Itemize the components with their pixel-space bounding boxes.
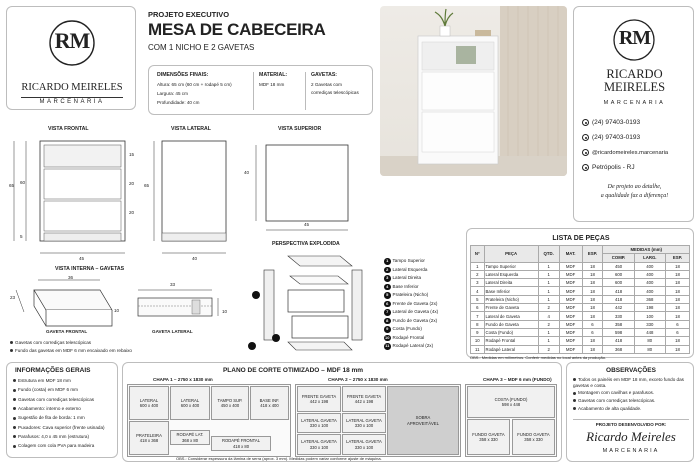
table-cell: 8 [471, 320, 485, 328]
vista-lateral-drawing [150, 135, 240, 265]
legend-item [384, 301, 437, 308]
view-frontal-title: VISTA FRONTAL [48, 126, 89, 132]
table-cell: 18 [582, 287, 603, 295]
legend-number: 10 [385, 334, 390, 340]
project-kicker: PROJETO EXECUTIVO [148, 10, 230, 19]
table-row [471, 312, 690, 320]
table-cell: 18 [665, 295, 689, 303]
dim-label: 10 [114, 308, 120, 313]
dim-label: 20 [129, 210, 135, 215]
observation-item [573, 406, 691, 412]
instagram-handle: @ricardomeireles.marcenaria [592, 150, 669, 157]
dim-label: 15 [129, 152, 135, 157]
table-cell: 1 [538, 262, 559, 270]
table-cell: 18 [582, 270, 603, 278]
info-item [13, 406, 117, 412]
contact-location [582, 164, 635, 172]
table-cell: 18 [665, 345, 689, 353]
table-cell: 1 [471, 262, 485, 270]
table-cell: 18 [582, 312, 603, 320]
table-cell: Base Inferior [484, 287, 538, 295]
info-item-text: Estrutura em MDF 18 mm [18, 378, 71, 383]
table-cell: 80 [634, 337, 665, 345]
dim-label: 65 [9, 183, 15, 188]
table-cell: MDF [559, 304, 582, 312]
legend-label: Lateral de Gaveta (4x) [392, 309, 439, 314]
cut-piece: RODAPÉ FRONTAL 418 x 80 [211, 436, 271, 451]
legend-number: 1 [384, 258, 391, 265]
table-cell: 18 [582, 295, 603, 303]
table-cell: 18 [665, 262, 689, 270]
legend-item [384, 343, 433, 350]
table-cell: 442 [603, 304, 634, 312]
table-cell: MDF [559, 287, 582, 295]
info-item [13, 397, 117, 403]
legend-item [384, 258, 425, 265]
table-cell: Lateral de Gaveta [484, 312, 538, 320]
dim-line: Largura: 45 cm [157, 91, 188, 96]
table-cell: 2 [538, 304, 559, 312]
chapa1-title: CHAPA 1 – 2750 x 1830 mm [153, 377, 213, 382]
cut-piece: LATERAL GAVETA 330 x 100 [297, 413, 341, 433]
whatsapp-icon [582, 119, 589, 126]
dim-label: 40 [244, 170, 250, 175]
info-item-text: Sugestão de fita de borda: 1 mm [18, 415, 85, 421]
info-title: INFORMAÇÕES GERAIS [15, 367, 91, 374]
info-item [13, 443, 117, 449]
legend-number: 7 [384, 309, 391, 316]
dev-label: PROJETO DESENVOLVIDO POR: [595, 422, 667, 427]
observations-card [566, 362, 694, 462]
legend-label: Lateral Direita [392, 275, 422, 280]
table-cell: MDF [559, 345, 582, 353]
explodida-title: PERSPECTIVA EXPLODIDA [272, 241, 340, 247]
cut-piece: TAMPO SUP. 450 x 400 [211, 386, 249, 420]
specs-box [148, 65, 373, 115]
view-superior-title: VISTA SUPERIOR [278, 126, 322, 132]
table-cell: 4 [538, 312, 559, 320]
dim-label: DIMENSÕES FINAIS: [157, 72, 209, 78]
info-item-text: Colagem com cola PVA para madeira [18, 443, 95, 449]
legend-item [384, 267, 428, 274]
col-peca: PEÇA [484, 246, 538, 263]
table-cell: 400 [634, 270, 665, 278]
table-cell: 1 [538, 287, 559, 295]
info-item-text: Acabamento: interno e externo [18, 405, 81, 411]
note-text: Fundo das gavetas em MDF 6 mm encaixado em rebaixo [15, 348, 132, 353]
dim-line: Altura: 65 cm (60 cm + rodapé 5 cm) [157, 82, 232, 87]
col-larg: LARG. [634, 254, 665, 262]
legend-item [384, 275, 421, 282]
table-cell: 418 [603, 337, 634, 345]
observation-text: Todos os painéis em MDF 18 mm, exceto fundo das gavetas e costa. [573, 377, 684, 388]
observation-item [573, 390, 691, 396]
city: Petrópolis - RJ [592, 164, 635, 172]
observ-title: OBSERVAÇÕES [606, 367, 656, 374]
col-mat: MAT. [559, 246, 582, 263]
legend-number: 3 [384, 275, 391, 282]
dim-label: 23 [10, 295, 16, 300]
info-item [13, 415, 117, 421]
brand-sub: MARCENARIA [603, 100, 666, 106]
table-cell: Prateleira (Nicho) [484, 295, 538, 303]
table-cell: 18 [582, 304, 603, 312]
legend-label: Costa (Fundo) [392, 326, 422, 331]
table-row [471, 279, 690, 287]
table-cell: 600 [603, 270, 634, 278]
table-cell: 2 [471, 270, 485, 278]
table-cell: Fundo de Gaveta [484, 320, 538, 328]
info-card [6, 362, 118, 458]
table-cell: 1 [538, 279, 559, 287]
table-cell: 18 [665, 304, 689, 312]
info-item-text: Puxadores: Cava superior (frente usinada) [18, 424, 105, 430]
gav-line: corrediças telescópicas [311, 90, 359, 95]
table-cell: 18 [665, 287, 689, 295]
legend-label: Rodapé Lateral (2x) [392, 343, 434, 348]
gav-label: GAVETAS: [311, 72, 338, 78]
gav-line: 2 Gavetas com [311, 82, 342, 87]
phone-icon [582, 134, 589, 141]
cut-piece: FUNDO GAVETA 358 x 330 [467, 419, 510, 455]
table-row [471, 337, 690, 345]
cut-piece: COSTA (FUNDO) 598 x 448 [467, 386, 555, 418]
legend-number: 5 [384, 292, 391, 299]
table-cell: 2 [538, 320, 559, 328]
signature-sub: MARCENARIA [602, 448, 660, 454]
table-header-row [471, 246, 690, 254]
table-cell: 358 [603, 320, 634, 328]
table-cell: 18 [665, 270, 689, 278]
table-cell: Lateral Direita [484, 279, 538, 287]
legend-item [384, 335, 424, 342]
table-cell: 600 [603, 279, 634, 287]
mat-label: MATERIAL: [259, 72, 288, 78]
table-cell: MDF [559, 279, 582, 287]
brand-sub: MARCENARIA [39, 99, 105, 105]
observation-text: Gavetas com corrediças telescópicas. [578, 398, 656, 404]
col-comp: COMP. [603, 254, 634, 262]
cut-piece: LATERAL GAVETA 330 x 100 [297, 434, 341, 455]
legend-number: 4 [384, 284, 391, 291]
phone-2: (24) 97403-0193 [592, 134, 641, 142]
table-cell: 7 [471, 312, 485, 320]
note-text: Gavetas com corrediças telescópicas [15, 340, 92, 345]
brand-name: RICARDO MEIRELES [603, 67, 666, 94]
info-item-text: Parafusos: 4,0 x 45 mm (estrutura) [18, 433, 89, 439]
table-cell: MDF [559, 328, 582, 336]
table-cell: 4 [471, 287, 485, 295]
contact-instagram [582, 149, 668, 157]
signature: Ricardo Meireles [586, 429, 676, 444]
interna-note [10, 340, 91, 346]
legend-number: 11 [385, 343, 390, 348]
parts-obs: OBS.: Medidas em milímetros. Conferir medidas no local antes da produção. [470, 355, 607, 360]
table-row [471, 287, 690, 295]
dim-label: 65 [144, 183, 150, 188]
gaveta-lateral-caption: GAVETA LATERAL [152, 329, 193, 334]
info-item [13, 434, 117, 440]
table-cell: 6 [582, 320, 603, 328]
brand-name: RICARDO MEIRELES [21, 82, 123, 93]
table-cell: Costa (Fundo) [484, 328, 538, 336]
product-photo [380, 6, 567, 176]
dim-label: 10 [222, 309, 228, 314]
table-cell: 450 [603, 262, 634, 270]
table-cell: 368 [603, 345, 634, 353]
legend-label: Base Inferior [392, 283, 419, 289]
table-cell: MDF [559, 262, 582, 270]
contact-card [573, 6, 694, 222]
legend-item [384, 309, 438, 316]
table-cell: 11 [471, 345, 485, 353]
dim-label: 5 [20, 234, 23, 239]
table-cell: 80 [634, 345, 665, 353]
table-cell: MDF [559, 320, 582, 328]
dim-label: 36 [68, 275, 74, 280]
table-cell: 6 [582, 328, 603, 336]
legend-item [384, 326, 422, 333]
table-cell: 3 [471, 279, 485, 287]
slogan-2: a qualidade faz a diferença! [600, 193, 669, 199]
table-row [471, 270, 690, 278]
legend-item [384, 292, 428, 299]
table-row [471, 295, 690, 303]
cut-piece: BASE INF. 418 x 400 [250, 386, 289, 420]
table-cell: 400 [634, 262, 665, 270]
mat-value: MDF 18 mm [259, 82, 285, 87]
brand-monogram: RM [618, 27, 651, 49]
brand-divider [21, 97, 123, 98]
col-medidas: MEDIDAS (mm) [603, 246, 690, 254]
parts-table [470, 245, 690, 354]
gaveta-frontal-caption: GAVETA FRONTAL [46, 329, 88, 334]
chapa2-title: CHAPA 2 – 2750 x 1830 mm [328, 377, 388, 382]
legend-label: Rodapé Frontal [392, 334, 425, 340]
table-row [471, 262, 690, 270]
interna-title: VISTA INTERNA – GAVETAS [55, 266, 125, 272]
corte-obs: OBS.: Considerar espessura da lâmina de serra (aprox. 3 mm). Medidas podem variar conforme ajuste de máquina. [176, 456, 382, 461]
table-cell: 418 [603, 287, 634, 295]
cut-piece: LATERAL GAVETA 330 x 100 [342, 434, 386, 455]
cut-piece: LATERAL GAVETA 330 x 100 [342, 413, 386, 433]
table-cell: 6 [665, 328, 689, 336]
contact-whatsapp [582, 119, 640, 127]
legend-item [384, 284, 419, 291]
info-item [13, 387, 117, 393]
table-cell: 400 [634, 279, 665, 287]
info-item [13, 378, 117, 384]
table-cell: MDF [559, 337, 582, 345]
table-row [471, 345, 690, 353]
legend-label: Frente de Gaveta (2x) [392, 300, 438, 306]
vista-superior-drawing [250, 135, 360, 235]
location-pin-icon [582, 164, 589, 171]
cut-piece: FRENTE GAVETA 442 x 198 [297, 386, 341, 412]
table-cell: 18 [582, 345, 603, 353]
dim-label: 33 [170, 282, 176, 287]
observation-item [573, 398, 691, 404]
legend-label: Tampo Superior [392, 258, 425, 263]
table-row [471, 304, 690, 312]
table-cell: 1 [538, 270, 559, 278]
table-cell: MDF [559, 270, 582, 278]
legend-number: 8 [384, 318, 391, 325]
col-n: Nº [471, 246, 485, 263]
brand-logo-card [6, 6, 136, 110]
corte-title: PLANO DE CORTE OTIMIZADO – MDF 18 mm [222, 367, 364, 374]
table-cell: 18 [582, 279, 603, 287]
info-item [13, 425, 117, 431]
table-cell: 100 [634, 312, 665, 320]
table-cell: 448 [634, 328, 665, 336]
legend-number: 2 [384, 267, 391, 274]
legend-label: Lateral Esquerda [392, 266, 428, 272]
table-cell: 1 [538, 328, 559, 336]
col-esp2: ESP. [665, 254, 689, 262]
observation-text: Montagem com cavilhas e parafusos. [578, 390, 655, 396]
table-row [471, 328, 690, 336]
dim-label: 20 [129, 181, 135, 186]
table-cell: 400 [634, 287, 665, 295]
info-item-text: Fundo (costa) em MDF 6 mm [18, 387, 78, 393]
table-cell: Rodapé Lateral [484, 345, 538, 353]
table-cell: 18 [665, 337, 689, 345]
table-cell: 18 [665, 279, 689, 287]
view-lateral-title: VISTA LATERAL [171, 126, 211, 132]
legend-label: Fundo de Gaveta (2x) [392, 317, 438, 323]
cut-piece: RODAPÉ LAT. 368 x 80 [170, 430, 210, 445]
table-cell: Lateral Esquerda [484, 270, 538, 278]
phone-1: (24) 97403-0193 [592, 119, 641, 127]
vista-frontal-drawing [8, 135, 128, 265]
table-cell: 18 [582, 262, 603, 270]
gaveta-frontal-drawing [8, 272, 118, 332]
slogan-1: De projeto ao detalhe, [607, 184, 662, 190]
table-cell: 6 [471, 304, 485, 312]
col-qtd: QTD. [538, 246, 559, 263]
table-cell: 368 [634, 295, 665, 303]
dim-label: 60 [20, 180, 26, 185]
chapa3-title: CHAPA 3 – MDF 6 mm (FUNDO) [483, 377, 552, 382]
table-cell: 10 [471, 337, 485, 345]
table-cell: 418 [603, 295, 634, 303]
table-cell: 9 [471, 328, 485, 336]
info-item-text: Gavetas com corrediças telescópicas [18, 396, 95, 402]
table-cell: 598 [603, 328, 634, 336]
page-title: MESA DE CABECEIRA [148, 20, 326, 39]
table-cell: 1 [538, 337, 559, 345]
gaveta-lateral-drawing [132, 272, 242, 332]
dim-label: 45 [304, 222, 310, 227]
cut-piece: LATERAL 600 x 400 [170, 386, 210, 420]
legend-number: 6 [384, 301, 391, 308]
cut-piece: FRENTE GAVETA 442 x 198 [342, 386, 386, 412]
cut-piece: LATERAL 600 x 400 [129, 386, 169, 420]
table-cell: 2 [538, 345, 559, 353]
table-cell: 1 [538, 295, 559, 303]
table-cell: 198 [634, 304, 665, 312]
legend-item [384, 318, 437, 325]
table-cell: 6 [665, 320, 689, 328]
exploded-view-drawing [248, 250, 368, 360]
cut-piece: PRATELEIRA 418 x 368 [129, 421, 169, 455]
col-esp: ESP. [582, 246, 603, 263]
contact-phone [582, 134, 640, 142]
table-cell: Rodapé Frontal [484, 337, 538, 345]
table-row [471, 320, 690, 328]
cutting-plan-card [122, 362, 562, 462]
dim-label: 45 [79, 256, 85, 261]
observation-item [573, 377, 691, 388]
table-cell: 18 [665, 312, 689, 320]
sobra-aproveitavel: SOBRA APROVEITÁVEL [387, 386, 459, 455]
instagram-icon [582, 149, 589, 156]
table-cell: 18 [582, 337, 603, 345]
table-cell: 330 [603, 312, 634, 320]
cut-piece: FUNDO GAVETA 358 x 330 [512, 419, 555, 455]
table-cell: MDF [559, 295, 582, 303]
dim-line: Profundidade: 40 cm [157, 100, 200, 105]
parts-list-title: LISTA DE PEÇAS [552, 235, 610, 242]
brand-monogram: RM [54, 28, 90, 53]
table-cell: Frente de Gaveta [484, 304, 538, 312]
legend-label: Prateleira (Nicho) [392, 292, 429, 297]
dim-label: 40 [192, 256, 198, 261]
table-cell: 330 [634, 320, 665, 328]
table-cell: MDF [559, 312, 582, 320]
page-subtitle: COM 1 NICHO E 2 GAVETAS [148, 43, 255, 52]
legend-number: 9 [384, 326, 391, 333]
interna-note [10, 348, 132, 354]
table-cell: 5 [471, 295, 485, 303]
observation-text: Acabamento de alta qualidade. [578, 405, 642, 411]
table-cell: Tampo Superior [484, 262, 538, 270]
